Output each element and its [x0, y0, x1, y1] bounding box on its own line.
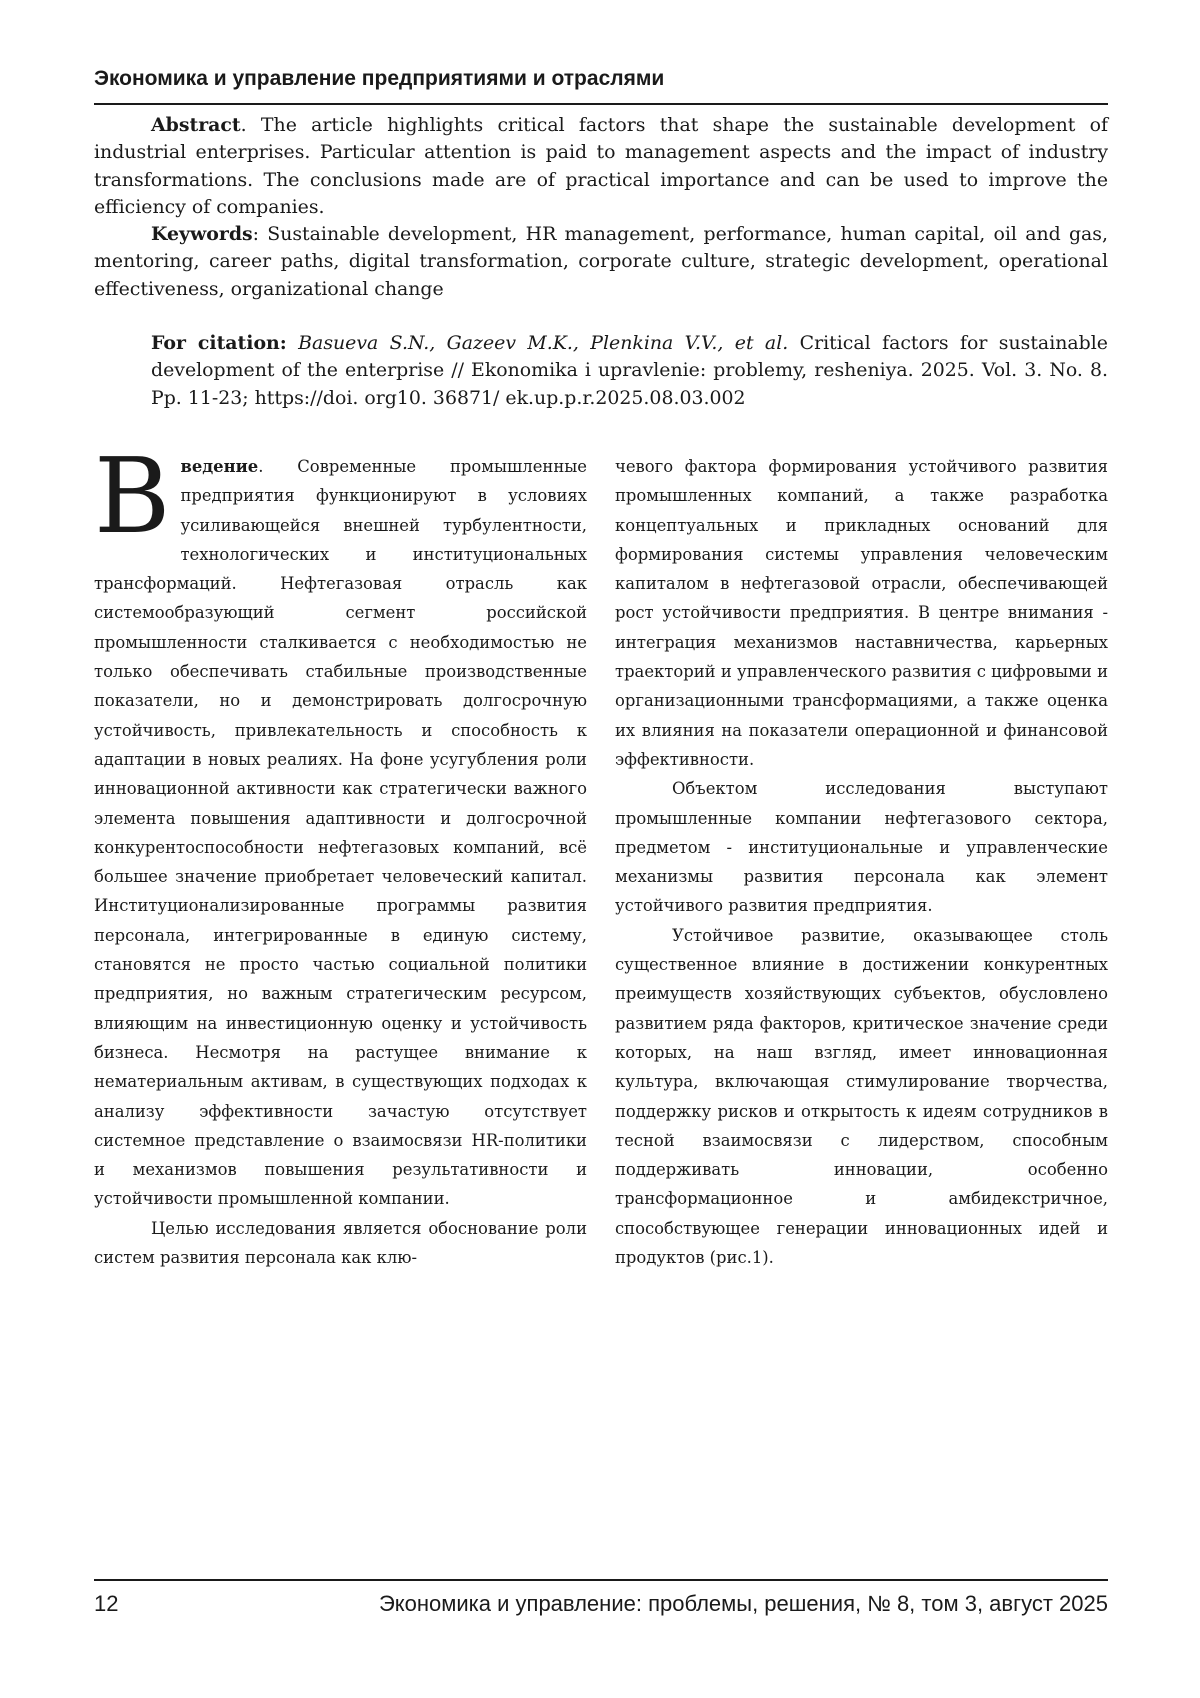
object-paragraph: Объектом исследования выступают промышленные компании нефтегазового сектора, предметом - институциональные и управленческие механизмы развития персонала как элемент устойчивого развития предприятия.: [615, 779, 1108, 916]
intro-bold-word: ведение: [180, 457, 259, 476]
footer-rule: [94, 1579, 1108, 1581]
abstract-label: Abstract: [151, 114, 241, 136]
keywords-label: Keywords: [151, 223, 253, 246]
citation-label: For citation:: [151, 332, 287, 354]
drop-cap: В: [94, 435, 171, 557]
abstract-text: . The article highlights critical factors that shape the sustainable development of industrial enterprises. Particular attention is paid to management aspects and the impact of industry transformations. The conclusions made are of practical importance and can be used to improve the efficiency of companies.: [94, 114, 1108, 218]
keywords-paragraph: [94, 221, 1108, 303]
citation-text: Critical factors for sustainable development of the enterprise // Ekonomika i upravlenie: problemy, resheniya. 2025. Vol. 3. No. 8. Pp. 11-23; https://doi. org10. 36871/ ek.up.p.r.2025.08.03.002: [151, 332, 1108, 409]
keywords-text: : Sustainable development, HR management, performance, human capital, oil and gas, mentoring, career paths, digital transformation, corporate culture, strategic development, operational effectiveness, organizational change: [94, 223, 1108, 300]
citation-block: [151, 330, 1108, 412]
goal-paragraph-continued: чевого фактора формирования устойчивого развития промышленных компаний, а также разработка концептуальных и прикладных оснований для формирования системы управления человеческим капиталом в нефтегазовой отрасли, обеспечивающей рост устойчивости предприятия. В центре внимания - интеграция механизмов наставничества, карьерных траекторий и управленческого развития с цифровыми и организационными трансформациями, а также оценка их влияния на показатели операционной и финансовой эффективности.: [615, 457, 1108, 769]
intro-text: . Современные промышленные предприятия функционируют в условиях усиливающейся внешней турбулентности, технологических и институциональных трансформаций. Нефтегазовая отрасль как системообразующий сегмент российской промышленности сталкивается с необходимостью не только обеспечивать стабильные производственные показатели, но и демонстрировать долгосрочную устойчивость, привлекательность и способность к адаптации в новых реалиях. На фоне усугубления роли инновационной активности как стратегически важного элемента повышения адаптивности и долгосрочной конкурентоспособности нефтегазовых компаний, всё большее значение приобретает человеческий капитал. Институционализированные программы развития персонала, интегрированные в единую систему, становятся не просто частью социальной политики предприятия, но важным стратегическим ресурсом, влияющим на инвестиционную оценку и устойчивость бизнеса. Несмотря на растущее внимание к нематериальным активам, в существующих подходах к анализу эффективности зачастую отсутствует системное представление о взаимосвязи HR-политики и механизмов повышения результативности и устойчивости промышленной компании.: [94, 457, 587, 1209]
body-column-left: [94, 435, 587, 1272]
intro-paragraph: [94, 435, 587, 1214]
goal-paragraph-start: Целью исследования является обоснование роли систем развития персонала как клю-: [94, 1218, 587, 1268]
abstract-block: [94, 112, 1108, 303]
running-header: Экономика и управление предприятиями и отраслями: [94, 67, 665, 90]
header-rule: [94, 103, 1108, 105]
citation-authors: Basueva S.N., Gazeev M.K., Plenkina V.V., et al.: [298, 332, 789, 354]
sustainability-paragraph: Устойчивое развитие, оказывающее столь существенное влияние в достижении конкурентных преимуществ хозяйствующих субъектов, обусловлено развитием ряда факторов, критическое значение среди которых, на наш взгляд, имеет инновационная культура, включающая стимулирование творчества, поддержку рисков и открытость к идеям сотрудников в тесной взаимосвязи с лидерством, способным поддерживать инновации, особенно трансформационное и амбидекстричное, способствующее генерации инновационных идей и продуктов (рис.1).: [615, 925, 1108, 1268]
page-number: 12: [94, 1591, 119, 1616]
body-column-right: [615, 452, 1108, 1272]
journal-footer: Экономика и управление: проблемы, решения, № 8, том 3, август 2025: [378, 1591, 1108, 1616]
abstract-paragraph: [94, 112, 1108, 221]
